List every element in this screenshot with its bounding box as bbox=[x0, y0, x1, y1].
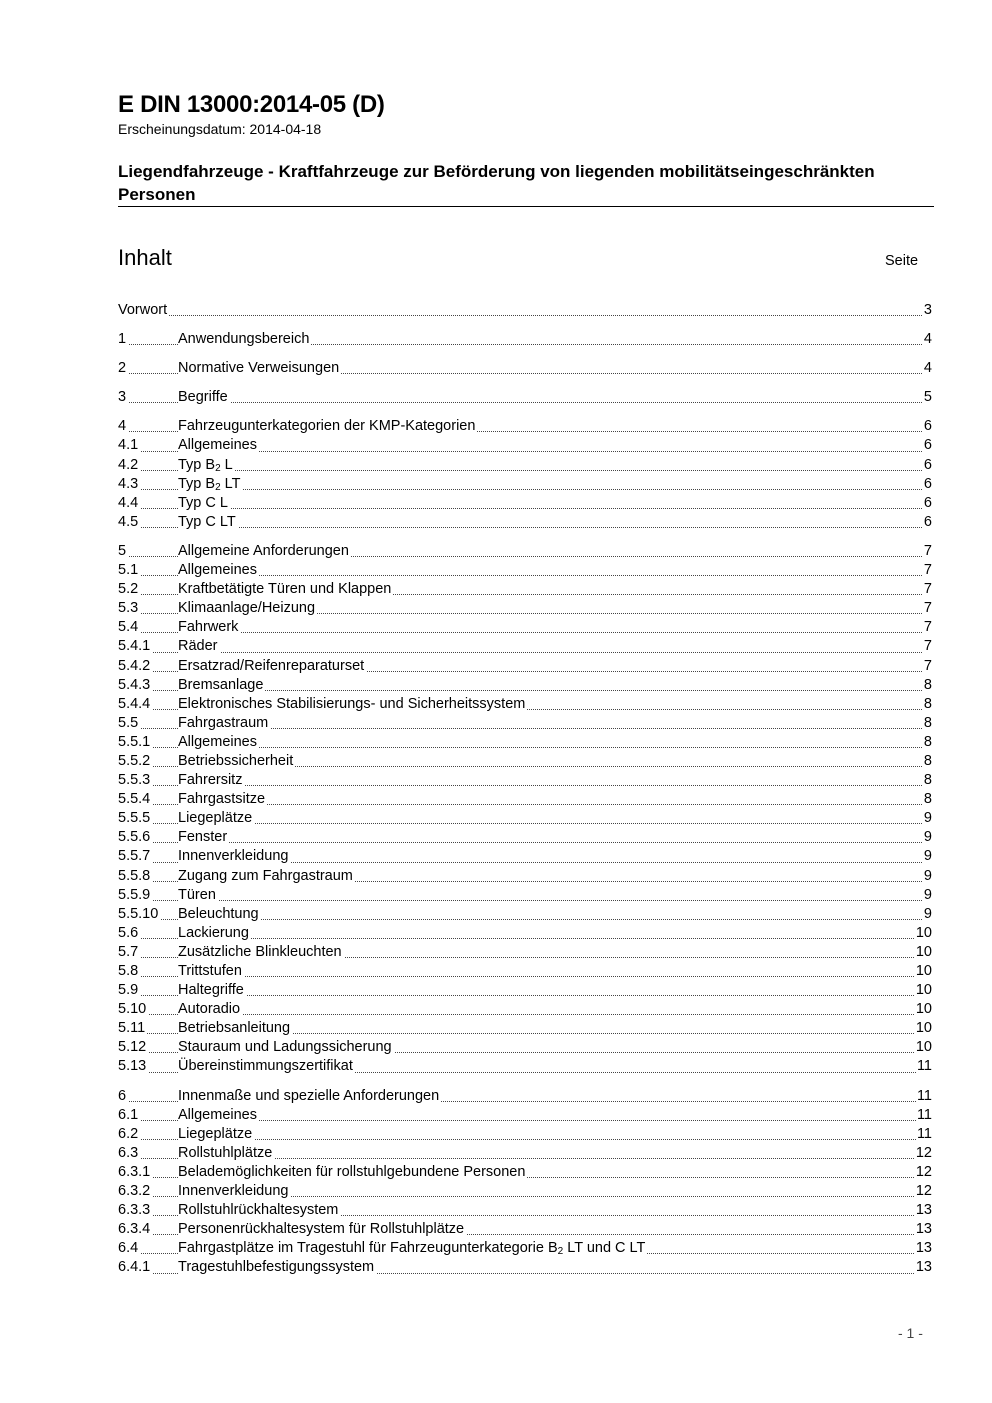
toc-entry-page: 8 bbox=[923, 790, 932, 809]
toc-entry-number: 5.5.8 bbox=[118, 867, 152, 886]
toc-entry-title: Liegeplätze bbox=[178, 809, 254, 828]
toc-entry-number: 5.5.9 bbox=[118, 886, 152, 905]
toc-entry[interactable] bbox=[118, 1201, 932, 1220]
toc-entry-title: Räder bbox=[178, 637, 220, 656]
toc-entry-page: 4 bbox=[923, 330, 932, 349]
toc-entry[interactable] bbox=[118, 771, 932, 790]
page-number: - 1 - bbox=[898, 1325, 923, 1341]
toc-entry-number: 5.5.3 bbox=[118, 771, 152, 790]
toc-entry-title: Beleuchtung bbox=[178, 905, 261, 924]
toc-entry-page: 10 bbox=[915, 1038, 932, 1057]
toc-entry-title: Allgemeines bbox=[178, 1106, 259, 1125]
toc-entry-number: 5.5 bbox=[118, 714, 140, 733]
toc-entry-number: 5.5.4 bbox=[118, 790, 152, 809]
toc-entry-title: Kraftbetätigte Türen und Klappen bbox=[178, 580, 393, 599]
toc-entry-number: 5.11 bbox=[118, 1019, 147, 1038]
toc-entry-page: 8 bbox=[923, 695, 932, 714]
toc-entry-title: Typ C L bbox=[178, 494, 230, 513]
toc-entry-title: Klimaanlage/Heizung bbox=[178, 599, 317, 618]
toc-entry-title: Typ C LT bbox=[178, 513, 238, 532]
toc-entry-page: 12 bbox=[915, 1182, 932, 1201]
toc-entry-subscript: 2 bbox=[557, 1246, 564, 1258]
toc-entry-number: 5.13 bbox=[118, 1057, 148, 1076]
toc-entry-number: 6.1 bbox=[118, 1106, 140, 1125]
toc-entry-page: 4 bbox=[923, 359, 932, 378]
toc-entry[interactable] bbox=[118, 599, 932, 618]
toc-entry[interactable] bbox=[118, 962, 932, 981]
toc-entry-number: 4.2 bbox=[118, 456, 140, 475]
toc-entry-number: 4.1 bbox=[118, 436, 140, 455]
toc-entry-number: 5.6 bbox=[118, 924, 140, 943]
toc-entry-number: 5.5.6 bbox=[118, 828, 152, 847]
toc-entry-title: Allgemeine Anforderungen bbox=[178, 542, 351, 561]
toc-entry-page: 8 bbox=[923, 752, 932, 771]
toc-dot-leader bbox=[118, 508, 932, 509]
toc-entry-page: 6 bbox=[923, 494, 932, 513]
toc-heading: Inhalt bbox=[118, 245, 172, 270]
toc-entry-title: Personenrückhaltesystem für Rollstuhlplätze bbox=[178, 1220, 466, 1239]
toc-entry-number: 6.4 bbox=[118, 1239, 140, 1258]
toc-entry-title: Allgemeines bbox=[178, 561, 259, 580]
toc-dot-leader bbox=[118, 527, 932, 528]
toc-entry[interactable] bbox=[118, 542, 932, 561]
toc-entry-number: 4.5 bbox=[118, 513, 140, 532]
toc-entry-page: 5 bbox=[923, 388, 932, 407]
toc-entry-number: 5.4.2 bbox=[118, 657, 152, 676]
toc-entry-title: Ersatzrad/Reifenreparaturset bbox=[178, 657, 366, 676]
toc-entry-title: Lackierung bbox=[178, 924, 251, 943]
toc-entry[interactable] bbox=[118, 637, 932, 656]
toc-entry-number: 5 bbox=[118, 542, 128, 561]
toc-dot-leader bbox=[118, 315, 932, 316]
toc-entry-title: Innenverkleidung bbox=[178, 847, 290, 866]
toc-entry-number: 6.3.4 bbox=[118, 1220, 152, 1239]
toc-entry-page: 10 bbox=[915, 924, 932, 943]
toc-entry-title: Normative Verweisungen bbox=[178, 359, 341, 378]
toc-entry-number: 5.5.5 bbox=[118, 809, 152, 828]
toc-entry-page: 10 bbox=[915, 962, 932, 981]
toc-entry-title: Allgemeines bbox=[178, 733, 259, 752]
toc-entry-page: 13 bbox=[915, 1201, 932, 1220]
toc-entry-number: 5.1 bbox=[118, 561, 140, 580]
toc-entry-title: Haltegriffe bbox=[178, 981, 246, 1000]
toc-entry[interactable] bbox=[118, 1239, 932, 1258]
toc-entry-number: 5.5.1 bbox=[118, 733, 152, 752]
toc-entry-page: 3 bbox=[923, 301, 932, 320]
toc-entry[interactable] bbox=[118, 417, 932, 436]
toc-entry-title: Fahrgastplätze im Tragestuhl für Fahrzeugunterkategorie $B_2$ LT und C LT bbox=[178, 1240, 646, 1258]
toc-dot-leader bbox=[118, 470, 932, 471]
toc-entry-page: 7 bbox=[923, 657, 932, 676]
toc-entry[interactable] bbox=[118, 695, 932, 714]
toc-entry[interactable] bbox=[118, 657, 932, 676]
toc-entry-number: 5.10 bbox=[118, 1000, 148, 1019]
toc-entry[interactable] bbox=[118, 1182, 932, 1201]
toc-entry[interactable] bbox=[118, 943, 932, 962]
toc-entry-page: 7 bbox=[923, 580, 932, 599]
toc-entry-page: 9 bbox=[923, 905, 932, 924]
toc-entry-page: 11 bbox=[916, 1057, 932, 1076]
toc-entry-page: 7 bbox=[923, 618, 932, 637]
toc-entry-number: 5.9 bbox=[118, 981, 140, 1000]
toc-dot-leader bbox=[118, 652, 932, 653]
toc-entry[interactable] bbox=[118, 618, 932, 637]
toc-entry-title: Anwendungsbereich bbox=[178, 330, 311, 349]
toc-entry-title: Rollstuhlrückhaltesystem bbox=[178, 1201, 340, 1220]
toc-entry[interactable] bbox=[118, 1087, 932, 1106]
toc-entry[interactable] bbox=[118, 828, 932, 847]
toc-entry-title: Innenmaße und spezielle Anforderungen bbox=[178, 1087, 441, 1106]
toc-entry[interactable] bbox=[118, 1106, 932, 1125]
toc-entry-page: 9 bbox=[923, 867, 932, 886]
toc-entry-title: Typ $B_2$ LT bbox=[178, 475, 241, 493]
toc-entry-title: Fahrersitz bbox=[178, 771, 244, 790]
toc-entry[interactable] bbox=[118, 905, 932, 924]
toc-entry-page: 13 bbox=[915, 1258, 932, 1277]
toc-entry-number: 3 bbox=[118, 388, 128, 407]
toc-entry-number: 5.4.1 bbox=[118, 637, 152, 656]
toc-entry-title: Vorwort bbox=[118, 301, 169, 320]
toc-entry-title: Stauraum und Ladungssicherung bbox=[178, 1038, 394, 1057]
toc-entry-title: Fahrgastraum bbox=[178, 714, 270, 733]
toc-entry[interactable] bbox=[118, 561, 932, 580]
toc-entry-title: Begriffe bbox=[178, 388, 230, 407]
table-of-contents bbox=[118, 301, 932, 1278]
toc-entry[interactable] bbox=[118, 981, 932, 1000]
toc-entry-number: 5.4 bbox=[118, 618, 140, 637]
toc-entry-subscript: 2 bbox=[215, 462, 221, 474]
toc-dot-leader bbox=[118, 842, 932, 843]
toc-entry[interactable] bbox=[118, 867, 932, 886]
toc-dot-leader bbox=[118, 402, 932, 403]
toc-entry-title: Fahrwerk bbox=[178, 618, 240, 637]
toc-entry-page: 11 bbox=[916, 1087, 932, 1106]
toc-entry-title: Trittstufen bbox=[178, 962, 244, 981]
toc-entry-number: 6 bbox=[118, 1087, 128, 1106]
toc-entry-page: 6 bbox=[923, 513, 932, 532]
toc-entry[interactable] bbox=[118, 886, 932, 905]
toc-entry[interactable] bbox=[118, 847, 932, 866]
toc-entry-page: 9 bbox=[923, 809, 932, 828]
toc-entry[interactable] bbox=[118, 494, 932, 513]
toc-entry-page: 10 bbox=[915, 1000, 932, 1019]
toc-entry-title: Rollstuhlplätze bbox=[178, 1144, 274, 1163]
toc-entry-page: 8 bbox=[923, 733, 932, 752]
toc-entry-title: Autoradio bbox=[178, 1000, 242, 1019]
toc-entry-page: 9 bbox=[923, 828, 932, 847]
toc-entry-page: 12 bbox=[915, 1144, 932, 1163]
toc-entry-page: 9 bbox=[923, 847, 932, 866]
toc-entry[interactable] bbox=[118, 330, 932, 349]
toc-entry-page: 6 bbox=[923, 456, 932, 475]
toc-entry-page: 11 bbox=[916, 1106, 932, 1125]
toc-entry[interactable] bbox=[118, 1258, 932, 1277]
toc-entry-page: 9 bbox=[923, 886, 932, 905]
toc-entry-page: 8 bbox=[923, 714, 932, 733]
toc-entry[interactable] bbox=[118, 924, 932, 943]
toc-entry-number: 5.5.7 bbox=[118, 847, 152, 866]
toc-entry-number: 6.3.1 bbox=[118, 1163, 152, 1182]
title-divider bbox=[118, 206, 934, 207]
toc-entry[interactable] bbox=[118, 1019, 932, 1038]
toc-entry[interactable] bbox=[118, 1000, 932, 1019]
toc-entry[interactable] bbox=[118, 359, 932, 378]
toc-entry-number: 6.3.2 bbox=[118, 1182, 152, 1201]
toc-entry-number: 6.3.3 bbox=[118, 1201, 152, 1220]
toc-entry[interactable] bbox=[118, 714, 932, 733]
toc-entry[interactable] bbox=[118, 1220, 932, 1239]
toc-entry[interactable] bbox=[118, 580, 932, 599]
toc-entry-title: Zugang zum Fahrgastraum bbox=[178, 867, 355, 886]
toc-entry-title: Übereinstimmungszertifikat bbox=[178, 1057, 355, 1076]
toc-entry-number: 4.3 bbox=[118, 475, 140, 494]
toc-entry-number: 5.5.2 bbox=[118, 752, 152, 771]
toc-entry-page: 7 bbox=[923, 542, 932, 561]
publication-date: Erscheinungsdatum: 2014-04-18 bbox=[118, 121, 322, 137]
toc-entry-page: 10 bbox=[915, 943, 932, 962]
toc-entry-number: 5.5.10 bbox=[118, 905, 160, 924]
toc-entry-number: 4.4 bbox=[118, 494, 140, 513]
toc-entry[interactable] bbox=[118, 475, 932, 494]
toc-entry[interactable] bbox=[118, 1057, 932, 1076]
toc-entry-number: 5.4.4 bbox=[118, 695, 152, 714]
toc-entry-number: 5.7 bbox=[118, 943, 140, 962]
toc-entry[interactable] bbox=[118, 752, 932, 771]
toc-entry-number: 4 bbox=[118, 417, 128, 436]
toc-entry[interactable] bbox=[118, 388, 932, 407]
toc-entry-title: Fenster bbox=[178, 828, 229, 847]
toc-entry[interactable] bbox=[118, 1125, 932, 1144]
toc-entry[interactable] bbox=[118, 301, 932, 320]
toc-entry-subscript: 2 bbox=[215, 481, 221, 493]
toc-entry-page: 10 bbox=[915, 981, 932, 1000]
toc-entry[interactable] bbox=[118, 790, 932, 809]
toc-entry-number: 5.4.3 bbox=[118, 676, 152, 695]
toc-entry-number: 5.12 bbox=[118, 1038, 148, 1057]
toc-entry-number: 5.3 bbox=[118, 599, 140, 618]
toc-entry-page: 12 bbox=[915, 1163, 932, 1182]
toc-entry-title: Allgemeines bbox=[178, 436, 259, 455]
toc-entry-title: Belademöglichkeiten für rollstuhlgebundene Personen bbox=[178, 1163, 527, 1182]
toc-entry-title: Liegeplätze bbox=[178, 1125, 254, 1144]
toc-entry-number: 5.8 bbox=[118, 962, 140, 981]
toc-entry-page: 10 bbox=[915, 1019, 932, 1038]
toc-entry[interactable] bbox=[118, 809, 932, 828]
toc-entry[interactable] bbox=[118, 1144, 932, 1163]
toc-entry[interactable] bbox=[118, 436, 932, 455]
document-id: E DIN 13000:2014-05 (D) bbox=[118, 91, 385, 118]
toc-entry-title: Betriebssicherheit bbox=[178, 752, 295, 771]
toc-entry[interactable] bbox=[118, 513, 932, 532]
toc-page-label: Seite bbox=[885, 253, 919, 269]
toc-entry-page: 7 bbox=[923, 637, 932, 656]
toc-entry-page: 8 bbox=[923, 771, 932, 790]
toc-entry-title: Innenverkleidung bbox=[178, 1182, 290, 1201]
toc-entry-title: Typ $B_2$ L bbox=[178, 456, 233, 474]
toc-entry-page: 8 bbox=[923, 676, 932, 695]
toc-entry-title: Zusätzliche Blinkleuchten bbox=[178, 943, 344, 962]
toc-entry-page: 13 bbox=[915, 1239, 932, 1258]
toc-entry[interactable] bbox=[118, 456, 932, 475]
toc-entry-number: 1 bbox=[118, 330, 128, 349]
toc-entry-title: Fahrzeugunterkategorien der KMP-Kategorien bbox=[178, 417, 477, 436]
toc-entry-page: 13 bbox=[915, 1220, 932, 1239]
toc-entry-title: Elektronisches Stabilisierungs- und Sicherheitssystem bbox=[178, 695, 527, 714]
toc-entry-title: Betriebsanleitung bbox=[178, 1019, 292, 1038]
toc-dot-leader bbox=[118, 900, 932, 901]
toc-entry-number: 6.4.1 bbox=[118, 1258, 152, 1277]
toc-entry-title: Türen bbox=[178, 886, 218, 905]
toc-entry[interactable] bbox=[118, 1038, 932, 1057]
toc-entry-page: 7 bbox=[923, 599, 932, 618]
toc-entry-number: 2 bbox=[118, 359, 128, 378]
toc-entry-page: 6 bbox=[923, 475, 932, 494]
toc-entry-number: 6.2 bbox=[118, 1125, 140, 1144]
toc-entry-title: Fahrgastsitze bbox=[178, 790, 267, 809]
toc-entry-page: 7 bbox=[923, 561, 932, 580]
toc-entry-number: 6.3 bbox=[118, 1144, 140, 1163]
toc-entry-title: Bremsanlage bbox=[178, 676, 265, 695]
document-title: Liegendfahrzeuge - Kraftfahrzeuge zur Beförderung von liegenden mobilitätseingeschränkten Personen bbox=[118, 162, 875, 204]
toc-entry[interactable] bbox=[118, 676, 932, 695]
toc-entry-page: 11 bbox=[916, 1125, 932, 1144]
toc-entry-page: 6 bbox=[923, 417, 932, 436]
toc-entry-number: 5.2 bbox=[118, 580, 140, 599]
toc-entry[interactable] bbox=[118, 733, 932, 752]
toc-entry-title: Tragestuhlbefestigungssystem bbox=[178, 1258, 376, 1277]
toc-entry-page: 6 bbox=[923, 436, 932, 455]
toc-entry[interactable] bbox=[118, 1163, 932, 1182]
